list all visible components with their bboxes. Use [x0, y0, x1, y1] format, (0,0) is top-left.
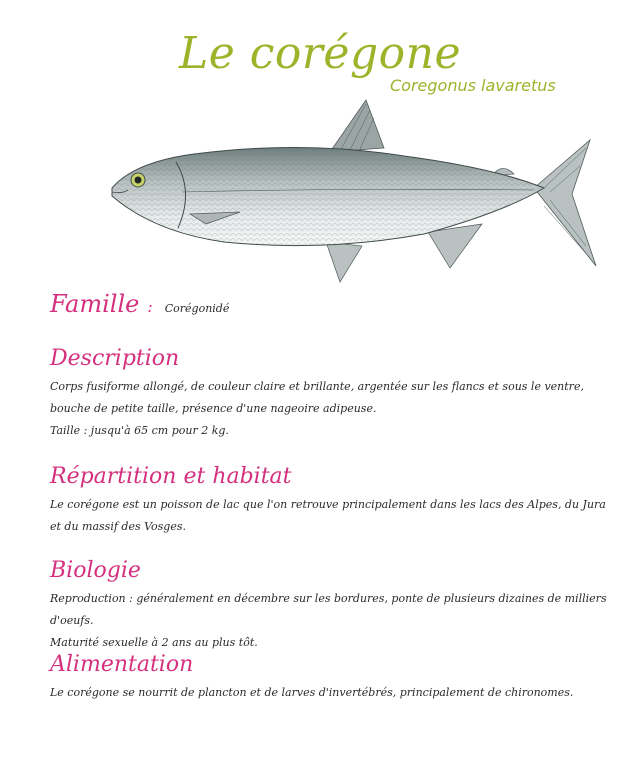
description-text: [50, 376, 610, 442]
description-line: Corps fusiforme allongé, de couleur claire et brillante, argentée sur les flancs et sous le ventre, bouche de petite taille, présence d'une nageoire adipeuse.: [50, 380, 584, 415]
biologie-text: [50, 588, 610, 654]
famille-value: Corégonidé: [164, 302, 230, 315]
famille-colon: :: [147, 297, 153, 316]
famille-row: [50, 290, 229, 318]
repartition-line: Le corégone est un poisson de lac que l'on retrouve principalement dans les lacs des Alpes, du Jura et du massif des Vosges.: [50, 498, 606, 533]
fish-illustration-icon: [104, 96, 614, 286]
repartition-text: [50, 494, 610, 538]
alimentation-text: [50, 682, 610, 704]
famille-heading: Famille: [50, 290, 140, 318]
repartition-heading: Répartition et habitat: [50, 464, 292, 489]
biologie-heading: Biologie: [50, 558, 141, 583]
page-title: Le corégone: [179, 28, 461, 79]
alimentation-heading: Alimentation: [50, 652, 194, 677]
latin-name: Coregonus lavaretus: [390, 76, 556, 95]
description-heading: Description: [50, 346, 180, 371]
alimentation-line: Le corégone se nourrit de plancton et de larves d'invertébrés, principalement de chironomes.: [50, 686, 574, 699]
biologie-line: Maturité sexuelle à 2 ans au plus tôt.: [50, 636, 258, 649]
biologie-line: Reproduction : généralement en décembre sur les bordures, ponte de plusieurs dizaines de milliers d'oeufs.: [50, 592, 607, 627]
description-line: Taille : jusqu'à 65 cm pour 2 kg.: [50, 424, 229, 437]
